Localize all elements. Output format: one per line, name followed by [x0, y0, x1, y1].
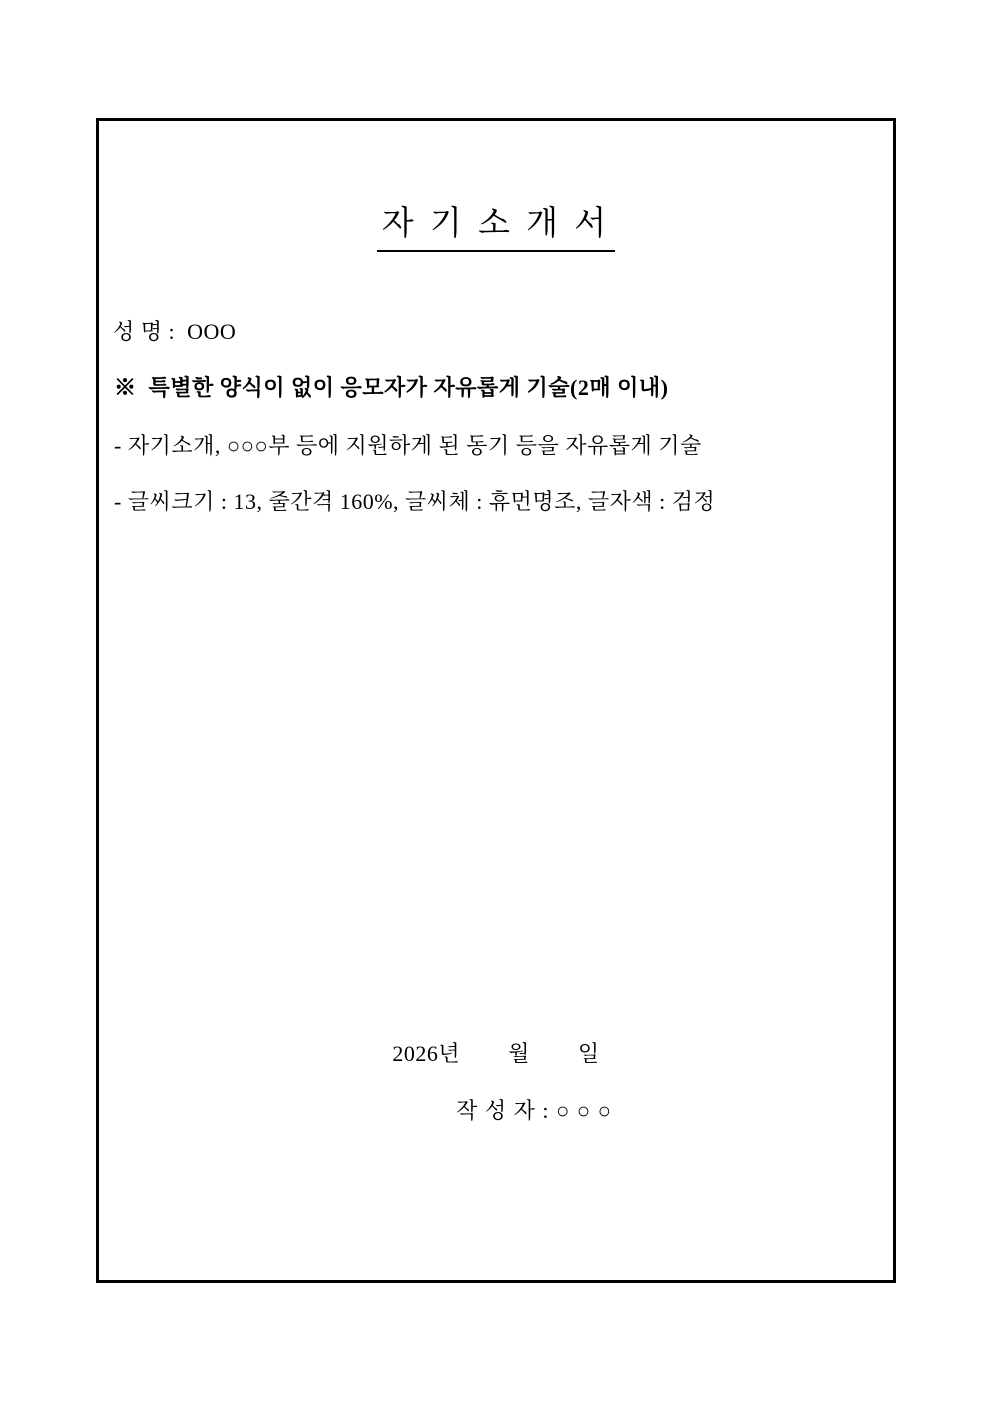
date-line: 2026년 월 일	[392, 1041, 600, 1066]
notice-line: ※ 특별한 양식이 없이 응모자가 자유롭게 기술(2매 이내)	[114, 375, 669, 400]
document-border-frame	[96, 118, 896, 1283]
name-field-line: 성 명 : OOO	[113, 319, 237, 344]
guide-line-format: - 글씨크기 : 13, 줄간격 160%, 글씨체 : 휴먼명조, 글자색 : 검정	[114, 489, 716, 514]
writer-line: 작 성 자 : ○ ○ ○	[456, 1098, 612, 1123]
document-title-text: 자 기 소 개 서	[377, 206, 615, 252]
guide-line-intro: - 자기소개, ○○○부 등에 지원하게 된 동기 등을 자유롭게 기술	[114, 433, 702, 458]
document-title	[99, 205, 893, 245]
